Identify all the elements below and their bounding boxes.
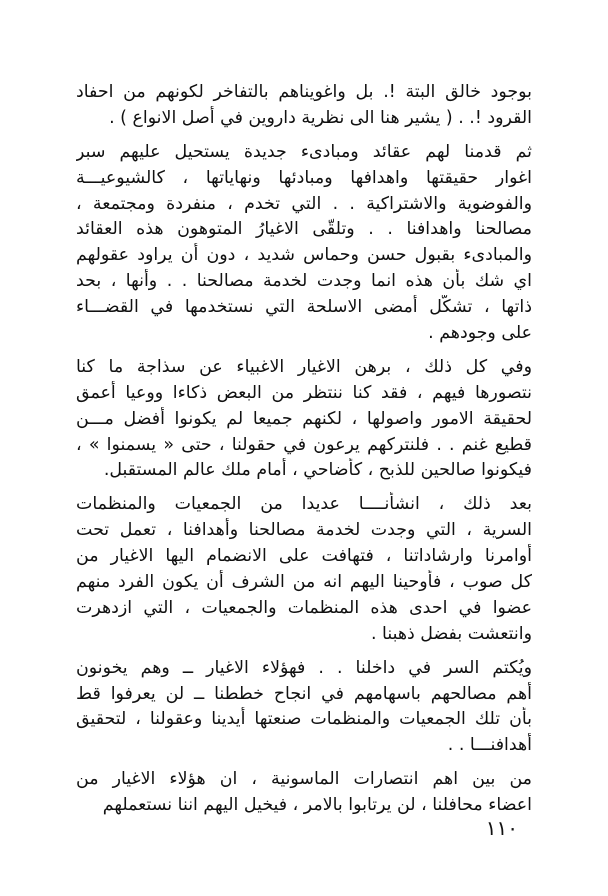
text-line: والفوضوية والاشتراكية . . التي تخدم ، منفردة ومجتمعة ، — [76, 193, 532, 214]
paragraph-gap — [76, 759, 532, 767]
text-line: على وجودهم . — [428, 323, 532, 344]
text-line: من بين اهم انتصارات الماسونية ، ان هؤلاء الاغيار من — [76, 769, 532, 790]
page-number: ١١٠ — [485, 816, 518, 840]
text-line: وانتعشت بفضل ذهبنا . — [370, 623, 532, 644]
text-line: أوامرنا وارشاداتنا ، فتهافت على الانضمام اليها الاغيار من — [76, 546, 532, 567]
paragraph — [76, 656, 532, 760]
text-line: ثم قدمنا لهم عقائد ومبادىء جديدة يستحيل عليهم سبر — [76, 141, 532, 162]
text-line: اغوار حقيقتها واهدافها ومبادئها ونهاياتها ، كالشيوعيـــة — [76, 167, 532, 188]
text-line: كل صوب ، فأوحينا اليهم انه من الشرف أن يكون الفرد منهم — [76, 572, 532, 593]
text-line: ويُكتم السر في داخلنا . . فهؤلاء الاغيار ــ وهم يخونون — [76, 657, 532, 678]
text-line: مصالحنا واهدافنا . . وتلقّى الاغيارُ المتوهون هذه العقائد — [76, 219, 532, 240]
paragraph-gap — [76, 484, 532, 492]
paragraph — [76, 492, 532, 647]
text-line: اي شك بأن هذه انما وجدت لخدمة مصالحنا . . وأنها ، بحد — [76, 271, 532, 292]
text-line: القرود !. . ( يشير هنا الى نظرية داروين في أصل الانواع ) . — [109, 107, 532, 128]
text-line: ذاتها ، تشكّل أمضى الاسلحة التي نستخدمها في القضـــاء — [76, 297, 532, 318]
paragraph-gap — [76, 648, 532, 656]
text-line: أهدافنـــا . . — [447, 735, 532, 756]
paragraph — [76, 355, 532, 484]
body-text — [76, 80, 532, 819]
text-line: قطيع غنم . . فلنتركهم يرعون في حقولنا ، حتى « يسمنوا » ، — [76, 434, 532, 455]
text-line: عضوا في احدى هذه المنظمات والجمعيات ، التي ازدهرت — [76, 597, 532, 618]
text-line: اعضاء محافلنا ، لن يرتابوا بالامر ، فيخيل اليهم اننا نستعملهم — [102, 795, 532, 816]
text-line: نتصورها فيهم ، فقد كنا ننتظر من البعض ذكاءا ووعيا أعمق — [76, 382, 532, 403]
text-line: وفي كل ذلك ، برهن الاغيار الاغبياء عن سذاجة ما كنا — [76, 356, 532, 377]
text-line: لحقيقة الامور واصولها ، لكنهم جميعا لم يكونوا أفضل مـــن — [76, 408, 532, 429]
paragraph-gap — [76, 132, 532, 140]
text-line: والمبادىء بقبول حسن وحماس شديد ، دون أن يراود عقولهم — [76, 245, 532, 266]
text-line: بعد ذلك ، انشأنــــا عديدا من الجمعيات والمنظمات — [76, 494, 532, 515]
paragraph — [76, 767, 532, 819]
paragraph — [76, 80, 532, 132]
text-line: أهم مصالحهم باسهامهم في انجاح خططنا ــ لن يعرفوا قط — [76, 683, 532, 704]
text-line: بأن تلك الجمعيات والمنظمات صنعتها أيدينا وعقولنا ، لتحقيق — [76, 709, 532, 730]
text-line: فيكونوا صالحين للذبح ، كأضاحي ، أمام ملك عالم المستقبل. — [103, 460, 532, 481]
text-line: السرية ، التي وجدت لخدمة مصالحنا وأهدافنا ، تعمل تحت — [76, 520, 532, 541]
text-line: بوجود خالق البتة !. بل واغويناهم بالتفاخر لكونهم من احفاد — [76, 82, 532, 102]
paragraph-gap — [76, 347, 532, 355]
paragraph — [76, 140, 532, 347]
